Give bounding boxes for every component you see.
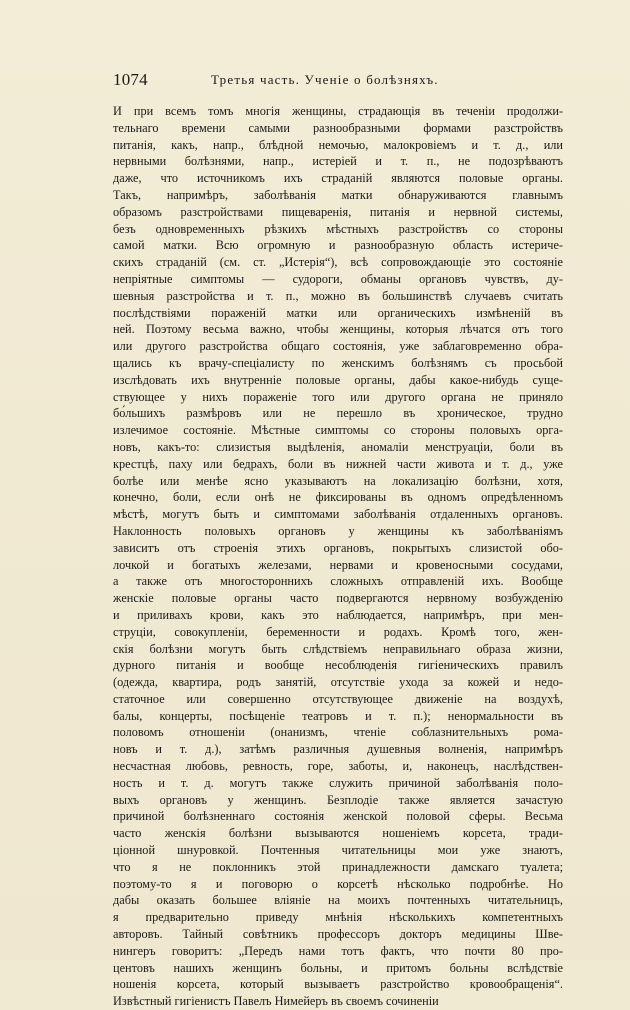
page-header [113,70,563,92]
text-line: половомъ отношеніи (онанизмъ, чтеніе соблазнительныхъ рома- [113,725,563,740]
text-line: часто женскія болѣзни вызываются ношеніемъ корсета, тради- [113,826,563,841]
text-line: конечно, боли, если онѣ не фиксированы въ одномъ опредѣленномъ [113,490,563,505]
text-line: лочкой и богатыхъ железами, нервами и кровеносными сосудами, [113,557,563,572]
text-line: скихъ страданій (см. ст. „Истерія“), всѣ сопровождающіе это состояніе [113,255,563,270]
text-line: и приливахъ крови, какъ это наблюдается, напримѣръ, при мен- [113,607,563,622]
text-line: новъ и т. д.), затѣмъ различныя душевныя волненія, напримѣръ [113,742,563,757]
text-line: статочное или совершенно отсутствующее движеніе на воздухѣ, [113,691,563,706]
text-line: я предварительно приведу мнѣнія нѣсколькихъ компетентныхъ [113,910,563,925]
text-line: самой матки. Всю огромную и разнообразную область истериче- [113,238,563,253]
text-line: причиной болѣзненнаго состоянія женской половой сферы. Весьма [113,809,563,824]
text-line: дурного питанія и вообще несоблюденія гигіеническихъ правилъ [113,658,563,673]
text-line: новъ, какъ-то: слизистыя выдѣленія, аномаліи менструаціи, боли въ [113,439,563,454]
text-line: дабы оказать большее вліяніе на моихъ почтенныхъ читательницъ, [113,893,563,908]
text-line: (одежда, квартира, родъ занятій, отсутствіе ухода за кожей и недо- [113,675,563,690]
text-line: что я не поклонникъ этой принадлежности дамскаго туалета; [113,859,563,874]
running-head: Третья часть. Ученіе о болѣзняхъ. [211,72,439,87]
text-line: нервными болѣзнями, напр., истеріей и т. п., не подозрѣваютъ [113,154,563,169]
text-line: или другого разстройства общаго состоянія, уже заблаговременно обра- [113,339,563,354]
text-line: а также отъ многостороннихъ сложныхъ отправленій ихъ. Вообще [113,574,563,589]
text-line: женскіе половые органы часто подвергаются нервному возбужденію [113,591,563,606]
text-line: ношенія корсета, который вызываетъ разстройство кровообращенія“. [113,977,563,992]
text-line: ствующее у нихъ пораженіе того или другого органа не приняло [113,389,563,404]
text-line: струціи, совокупленіи, беременности и родахъ. Кромѣ того, жен- [113,624,563,639]
text-line: ней. Поэтому весьма важно, чтобы женщины, которыя лѣчатся отъ того [113,322,563,337]
text-line: излечимое состояніе. Мѣстные симптомы со стороны половыхъ орга- [113,423,563,438]
text-line: безъ одновременныхъ рѣзкихъ мѣстныхъ разстройствъ со стороны [113,221,563,236]
page-number: 1074 [113,70,148,89]
text-line: послѣдствіями пораженій матки или органическихъ измѣненій въ [113,305,563,320]
text-line: крестцѣ, паху или бедрахъ, боли въ нижней части живота и т. д., уже [113,456,563,471]
text-line: центовъ нашихъ женщинъ больны, и притомъ больны вслѣдствіе [113,960,563,975]
text-line: бо́льшихъ размѣровъ или не перешло въ хроническое, трудно [113,406,563,421]
text-line: скія болѣзни могутъ быть слѣдствіемъ неправильнаго образа жизни, [113,641,563,656]
text-line: Такъ, напримѣръ, заболѣванія матки обнаруживаются главнымъ [113,187,563,202]
text-line: Извѣстный гигіенистъ Павелъ Нимейеръ въ своемъ сочиненіи [113,994,439,1009]
text-line: щались къ врачу-спеціалисту по женскимъ болѣзнямъ съ просьбой [113,355,563,370]
text-line: авторовъ. Тайный совѣтникъ профессоръ докторъ медицины Шве- [113,927,563,942]
text-line: несчастная любовь, ревность, горе, заботы, и, наконецъ, наслѣдствен- [113,759,563,774]
text-line: тельнаго времени самыми разнообразными формами разстройствъ [113,120,563,135]
text-line: болѣе или менѣе ясно указываютъ на локализацію болѣзни, хотя, [113,473,563,488]
text-line: мѣстѣ, могутъ быть и симптомами заболѣванія отдаленныхъ органовъ. [113,507,563,522]
text-line: питанія, какъ, напр., блѣдной немочью, малокровіемъ и т. д., или [113,137,563,152]
text-line: образомъ разстройствами пищеваренія, питанія и нервной системы, [113,204,563,219]
body-text [113,103,563,1010]
text-line: нингеръ говоритъ: „Передъ нами тотъ фактъ, что почти 80 про- [113,943,563,958]
text-line: зависитъ отъ строенія этихъ органовъ, покрытыхъ слизистой обо- [113,540,563,555]
text-line: Наклонность половыхъ органовъ у женщины къ заболѣваніямъ [113,523,563,538]
text-line: непріятные симптомы — судороги, обманы органовъ чувствъ, ду- [113,271,563,286]
text-line: ціонной шнуровкой. Почтенныя читательницы мои уже знаютъ, [113,843,563,858]
text-line: даже, что источникомъ ихъ страданій являются половые органы. [113,171,563,186]
text-line: шевныя разстройства и т. п., можно въ большинствѣ случаевъ считать [113,288,563,303]
text-line: ность и т. д. могутъ также служить причиной заболѣванія поло- [113,775,563,790]
text-line: балы, концерты, посѣщеніе театровъ и т. п.); ненормальности въ [113,708,563,723]
text-line: И при всемъ томъ многія женщины, страдающія въ теченіи продолжи- [113,104,563,118]
text-line: выхъ органовъ у женщинъ. Безплодіе также является зачастую [113,792,563,807]
text-line: изслѣдовать ихъ внутренніе половые органы, дабы какое-нибудь суще- [113,372,563,387]
text-line: поэтому-то я и поговорю о корсетѣ нѣсколько подробнѣе. Но [113,876,563,891]
